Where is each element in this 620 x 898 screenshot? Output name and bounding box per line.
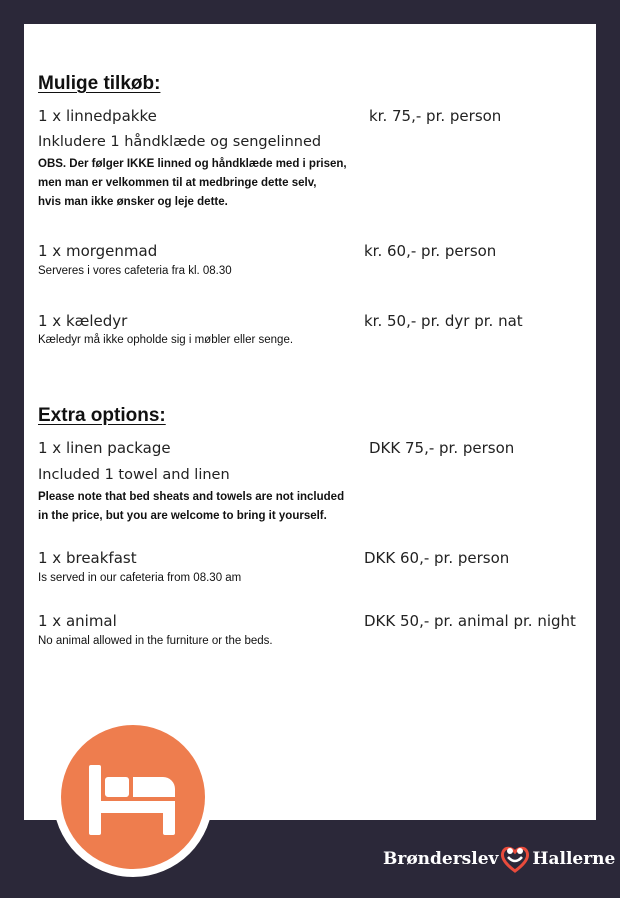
english-linen-note-1: Please note that bed sheats and towels are not included [38, 491, 345, 503]
english-pet-price: DKK 50,- pr. animal pr. night [364, 612, 576, 630]
danish-pet-item: 1 x kæledyr [38, 312, 128, 330]
danish-breakfast-price: kr. 60,- pr. person [364, 242, 497, 260]
bed-badge [53, 717, 213, 877]
danish-breakfast-item: 1 x morgenmad [38, 242, 158, 260]
danish-linen-note-3: hvis man ikke ønsker og leje dette. [38, 196, 228, 208]
danish-linen-sub: Inkludere 1 håndklæde og sengelinned [38, 134, 322, 150]
danish-linen-price: kr. 75,- pr. person [369, 107, 502, 125]
english-linen-note-2: in the price, but you are welcome to bring it yourself. [38, 510, 327, 522]
english-linen-item: 1 x linen package [38, 439, 171, 457]
danish-linen-notes [38, 155, 347, 212]
english-breakfast-item: 1 x breakfast [38, 549, 137, 567]
danish-breakfast-note: Serveres i vores cafeteria fra kl. 08.30 [38, 265, 232, 277]
brand-logo [383, 845, 615, 873]
english-linen-sub: Included 1 towel and linen [38, 467, 230, 483]
english-heading: Extra options: [38, 405, 166, 426]
english-pet-item: 1 x animal [38, 612, 117, 630]
danish-linen-note-1: OBS. Der følger IKKE linned og håndklæde med i prisen, [38, 158, 347, 170]
english-linen-price: DKK 75,- pr. person [369, 439, 515, 457]
brand-name-left: Brønderslev [383, 849, 499, 869]
danish-linen-item: 1 x linnedpakke [38, 107, 157, 125]
danish-heading: Mulige tilkøb: [38, 73, 161, 94]
danish-linen-note-2: men man er velkommen til at medbringe dette selv, [38, 177, 317, 189]
bed-icon [61, 725, 205, 869]
heart-people-icon [500, 845, 530, 873]
english-breakfast-note: Is served in our cafeteria from 08.30 am [38, 572, 242, 584]
english-linen-notes [38, 488, 344, 526]
brand-name-right: Hallerne [532, 849, 616, 869]
danish-pet-note: Kæledyr må ikke opholde sig i møbler eller senge. [38, 334, 294, 346]
english-pet-note: No animal allowed in the furniture or the beds. [38, 635, 273, 647]
english-breakfast-price: DKK 60,- pr. person [364, 549, 510, 567]
danish-pet-price: kr. 50,- pr. dyr pr. nat [364, 312, 523, 330]
